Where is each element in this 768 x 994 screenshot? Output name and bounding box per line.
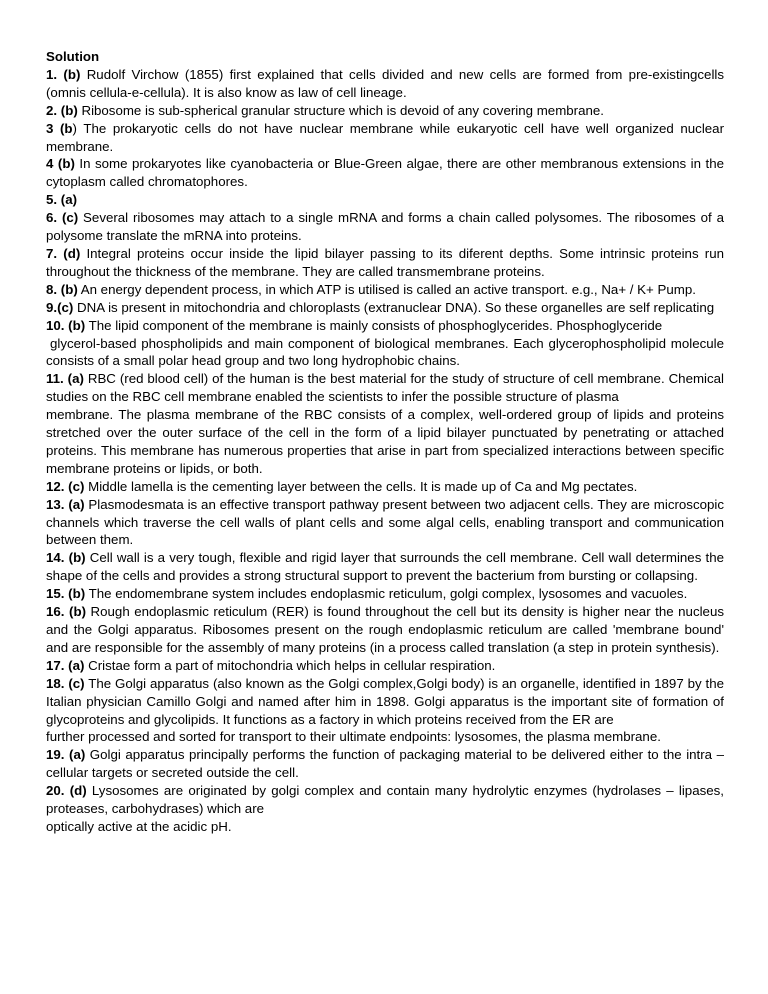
- answer-line: [46, 370, 724, 406]
- answer-item-12: [46, 478, 724, 496]
- answer-number: 6. (c): [46, 210, 79, 226]
- answer-text-continued: membrane. The plasma membrane of the RBC consists of a complex, well-ordered group of lipids and proteins stretched over the outer surface of the cell in the form of a lipid bilayer punctuated by penetrating or attached proteins. This membrane has numerous properties that arise in part from specialized interactions between specific membrane proteins or lipids, or both.: [46, 407, 724, 476]
- answer-item-2: [46, 102, 724, 120]
- answer-text: The endomembrane system includes endoplasmic reticulum, golgi complex, lysosomes and vacuoles.: [85, 586, 688, 602]
- answer-number: 3 (b: [46, 120, 73, 136]
- answer-number: 11. (a): [46, 371, 84, 387]
- answer-item-11: [46, 370, 724, 477]
- answer-number: 14. (b): [46, 550, 86, 566]
- answer-item-3: [46, 120, 724, 156]
- answer-number: 12. (c): [46, 478, 85, 494]
- answer-item-6: [46, 209, 724, 245]
- answer-number: 19. (a): [46, 747, 86, 763]
- answer-text: Middle lamella is the cementing layer between the cells. It is made up of Ca and Mg pectates.: [84, 478, 638, 494]
- answer-item-8: [46, 281, 724, 299]
- answer-number: 9.(c): [46, 299, 74, 315]
- answer-text-continued: optically active at the acidic pH.: [46, 818, 232, 834]
- answer-line: [46, 782, 724, 818]
- answer-item-17: [46, 657, 724, 675]
- answer-text: Golgi apparatus principally performs the function of packaging material to be delivered either to the intra – cellular targets or secreted outside the cell.: [46, 747, 724, 781]
- answer-text: DNA is present in mitochondria and chloroplasts (extranuclear DNA). So these organelles are self replicating: [73, 299, 715, 315]
- answer-item-9: [46, 299, 724, 317]
- answer-line: [46, 317, 724, 335]
- answer-number: 4 (b): [46, 156, 75, 172]
- answer-text: Plasmodesmata is an effective transport pathway present between two adjacent cells. They are microscopic channels which traverse the cell walls of plant cells and some algal cells, enabling transport and communication between them.: [46, 496, 724, 548]
- answer-text: RBC (red blood cell) of the human is the best material for the study of structure of cell membrane. Chemical studies on the RBC cell membrane enabled the scientists to infer the possible structure of plasma: [46, 371, 724, 405]
- answer-item-5: [46, 191, 724, 209]
- answer-text-continued: further processed and sorted for transport to their ultimate endpoints: lysosomes, the plasma membrane.: [46, 729, 661, 745]
- answer-number: 15. (b): [46, 586, 86, 602]
- answer-text-continued: glycerol-based phospholipids and main component of biological membranes. Each glycerophospholipid molecule consists of a small polar head group and two long hydrophobic chains.: [46, 335, 724, 369]
- answer-item-19: [46, 746, 724, 782]
- answer-number: 20. (d): [46, 783, 87, 799]
- answer-line: [46, 675, 724, 729]
- page-title: Solution: [46, 49, 100, 64]
- answer-text: The Golgi apparatus (also known as the Golgi complex,Golgi body) is an organelle, identified in 1897 by the Italian physician Camillo Golgi and named after him in 1898. Golgi apparatus is the important site of formation of glycoproteins and glycolipids. It functions as a factory in which proteins received from the ER are: [46, 675, 724, 727]
- answer-number: 13. (a): [46, 496, 85, 512]
- answer-text: Ribosome is sub-spherical granular structure which is devoid of any covering membrane.: [77, 102, 604, 118]
- answer-text: Lysosomes are originated by golgi complex and contain many hydrolytic enzymes (hydrolases – lipases, proteases, carbohydrases) which are: [46, 783, 724, 817]
- answer-number: 1. (b): [46, 66, 81, 82]
- answer-item-14: [46, 549, 724, 585]
- answer-text: The lipid component of the membrane is mainly consists of phosphoglycerides. Phosphoglyceride: [85, 317, 663, 333]
- answer-item-20: [46, 782, 724, 836]
- answer-text: An energy dependent process, in which ATP is utilised is called an active transport. e.g., Na+ / K+ Pump.: [77, 281, 696, 297]
- answer-text: In some prokaryotes like cyanobacteria or Blue-Green algae, there are other membranous extensions in the cytoplasm called chromatophores.: [46, 156, 724, 190]
- answer-item-7: [46, 245, 724, 281]
- answer-number: 10. (b): [46, 317, 86, 333]
- answer-text: Cell wall is a very tough, flexible and rigid layer that surrounds the cell membrane. Cell wall determines the shape of the cells and provides a strong structural support to prevent the bacterium from bursting or collapsing.: [46, 550, 724, 584]
- answer-number: 5. (a): [46, 192, 78, 208]
- answer-number: 16. (b): [46, 604, 86, 620]
- answer-number: 17. (a): [46, 657, 85, 673]
- answer-text: Several ribosomes may attach to a single mRNA and forms a chain called polysomes. The ribosomes of a polysome translate the mRNA into proteins.: [46, 210, 724, 244]
- answer-item-1: [46, 66, 724, 102]
- answer-text: Rough endoplasmic reticulum (RER) is found throughout the cell but its density is higher near the nucleus and the Golgi apparatus. Ribosomes present on the rough endoplasmic reticulum are called 'membrane bound' and are responsible for the assembly of many proteins (in a process called translation (a step in protein synthesis).: [46, 604, 724, 655]
- answer-text: Cristae form a part of mitochondria which helps in cellular respiration.: [84, 657, 496, 673]
- answer-number: 7. (d): [46, 245, 81, 261]
- answer-item-16: [46, 603, 724, 657]
- answer-text: ) The prokaryotic cells do not have nuclear membrane while eukaryotic cell have well organized nuclear membrane.: [46, 120, 725, 154]
- answer-item-15: [46, 585, 724, 603]
- answer-item-10: [46, 317, 724, 371]
- answer-item-18: [46, 675, 724, 747]
- answer-number: 8. (b): [46, 281, 78, 297]
- answer-number: 18. (c): [46, 675, 85, 691]
- answer-text: Integral proteins occur inside the lipid bilayer passing to its diferent depths. Some intrinsic proteins run throughout the thickness of the membrane. They are called transmembrane proteins.: [46, 245, 724, 279]
- solution-document: [46, 48, 724, 836]
- answer-item-13: [46, 496, 724, 550]
- answer-text: Rudolf Virchow (1855) first explained that cells divided and new cells are formed from pre-existingcells (omnis cellula-e-cellula). It is also know as law of cell lineage.: [46, 66, 724, 100]
- answer-item-4: [46, 155, 724, 191]
- answer-number: 2. (b): [46, 102, 78, 118]
